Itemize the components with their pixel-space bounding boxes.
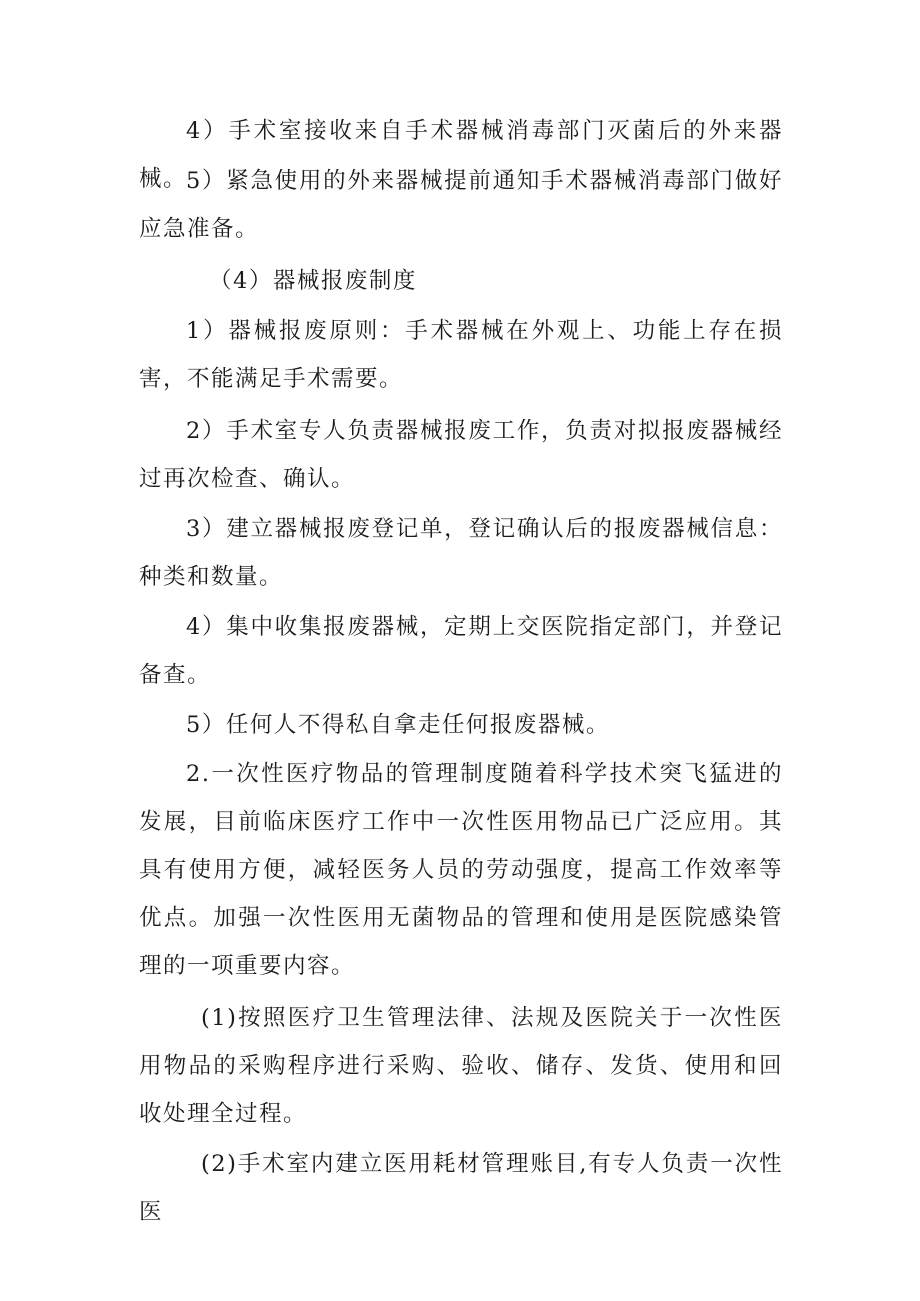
paragraph-emergency-external-instruments: 5）紧急使用的外来器械提前通知手术器械消毒部门做好应急准备。 [139, 168, 783, 242]
paragraph-scrap-prohibition: 5）任何人不得私自拿走任何报废器械。 [186, 712, 610, 738]
section-heading-scrap-policy: （4）器械报废制度 [209, 268, 417, 294]
paragraph-scrap-register: 3）建立器械报废登记单，登记确认后的报废器械信息：种类和数量。 [139, 516, 783, 590]
paragraph-receive-external-instruments: 4）手术室接收来自手术器械消毒部门灭菌后的外来器械。 [139, 118, 783, 192]
paragraph-consumables-ledger: (2)手术室内建立医用耗材管理账目,有专人负责一次性医 [139, 1151, 783, 1225]
paragraph-disposable-items-policy: 2.一次性医疗物品的管理制度随着科学技术突飞猛进的发展，目前临床医疗工作中一次性医用物品已广泛应用。其具有使用方便，减轻医务人员的劳动强度，提高工作效率等优点。加强一次性医用无菌物品的管理和使用是医院感染管理的一项重要内容。 [139, 761, 783, 979]
paragraph-scrap-principle: 1）器械报废原则：手术器械在外观上、功能上存在损害，不能满足手术需要。 [139, 318, 783, 392]
paragraph-scrap-collection: 4）集中收集报废器械，定期上交医院指定部门，并登记备查。 [139, 614, 783, 688]
paragraph-scrap-responsible-person: 2）手术室专人负责器械报废工作，负责对拟报废器械经过再次检查、确认。 [139, 418, 783, 492]
paragraph-disposable-procurement: (1)按照医疗卫生管理法律、法规及医院关于一次性医用物品的采购程序进行采购、验收、储存、发货、使用和回收处理全过程。 [139, 1005, 783, 1127]
